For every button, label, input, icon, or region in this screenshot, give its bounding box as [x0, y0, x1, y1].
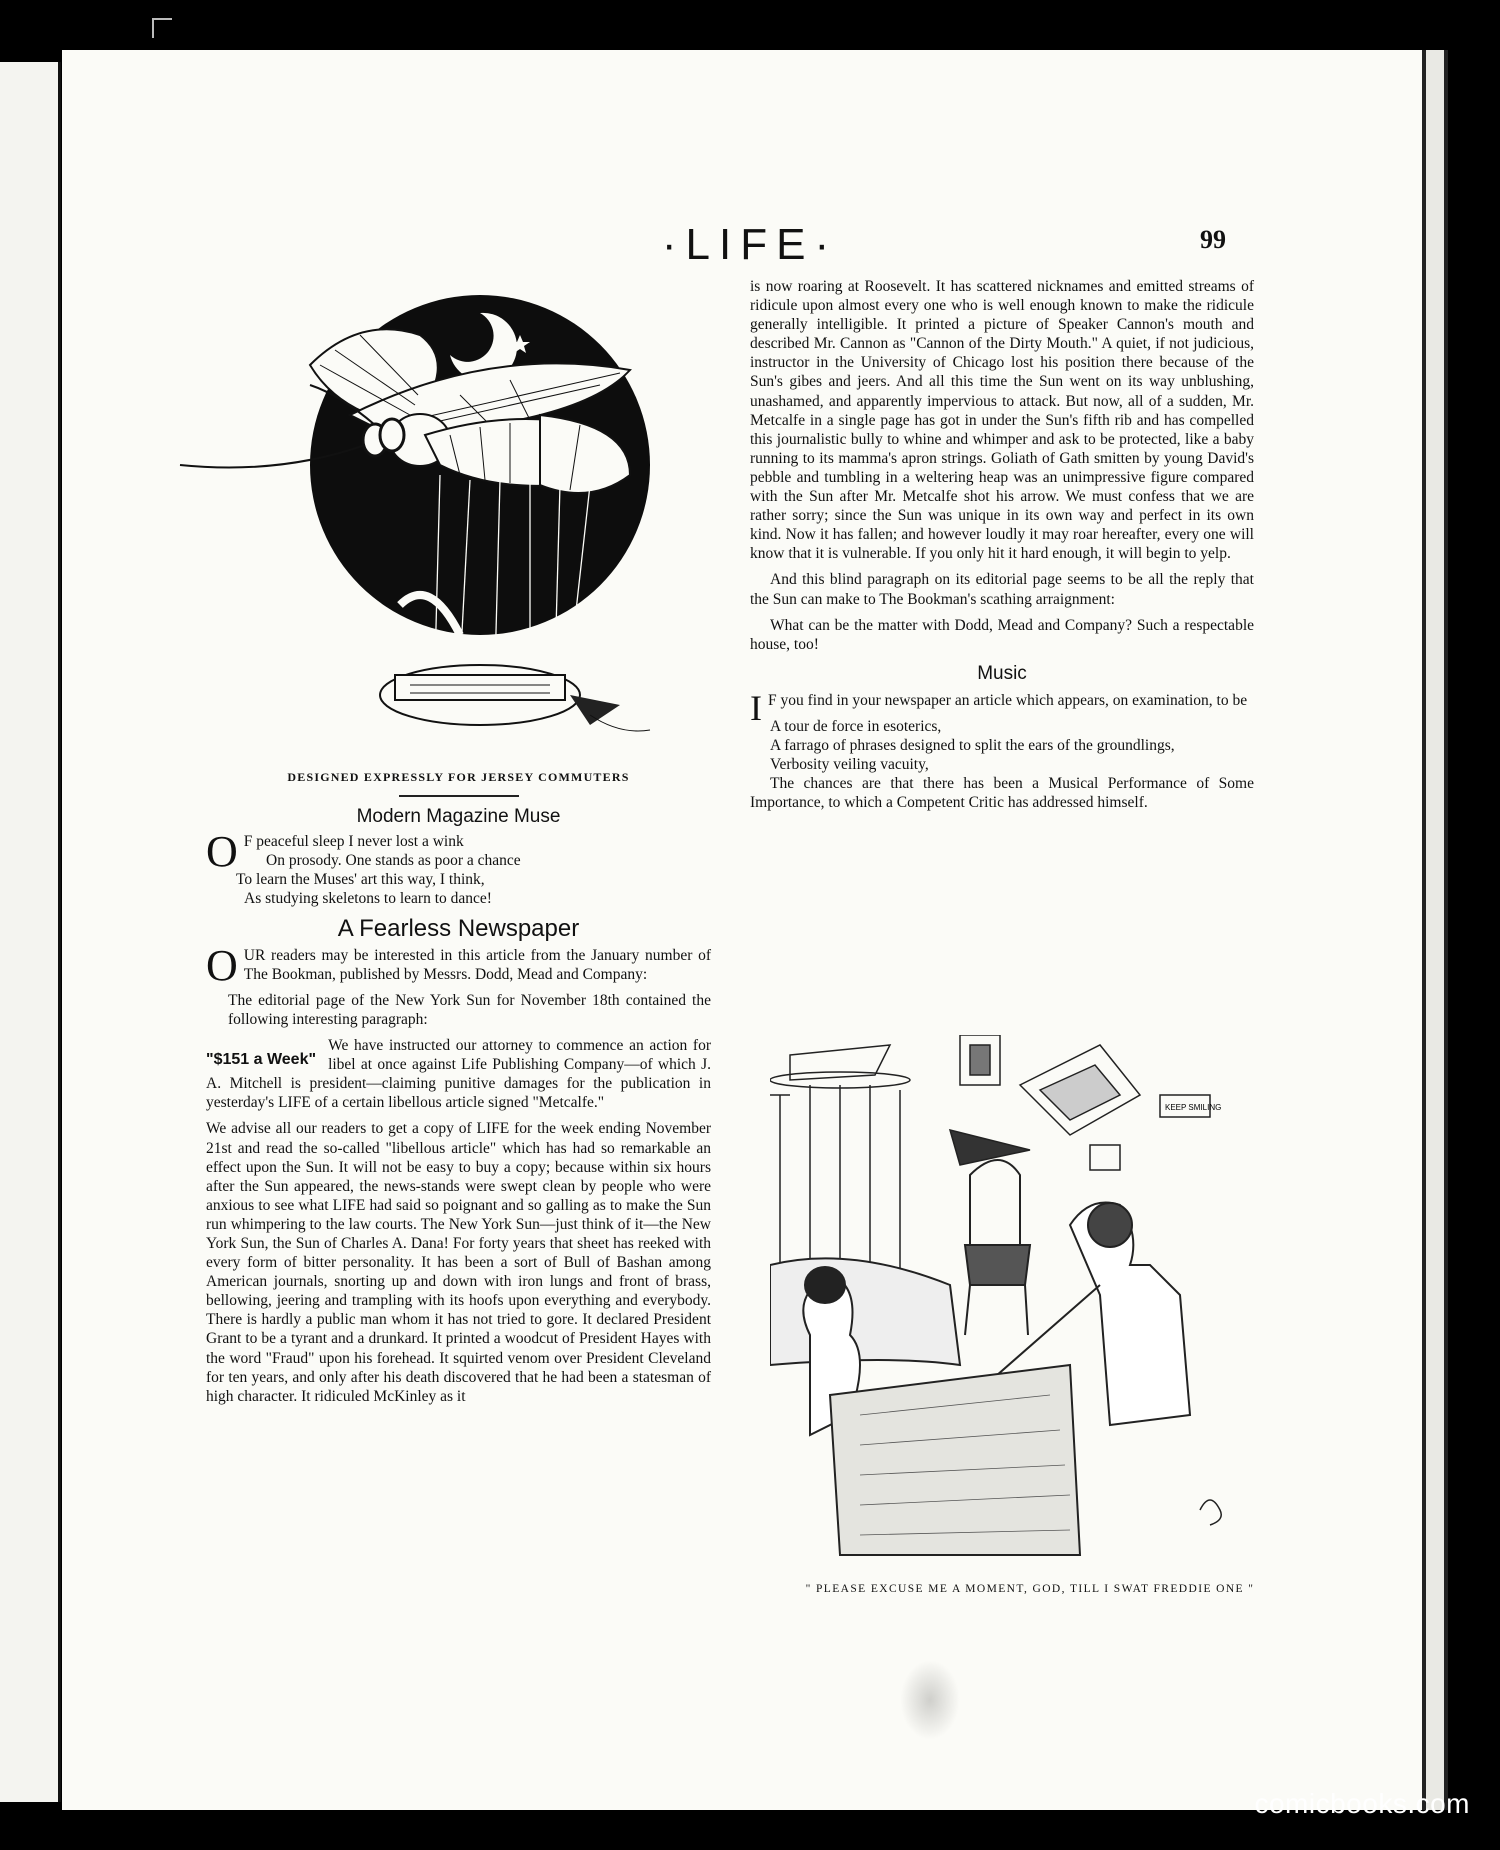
crop-mark — [152, 18, 172, 38]
music-lead-text: F you find in your newspaper an article which appears, on examination, to be — [768, 691, 1248, 709]
poem-line: On prosody. One stands as poor a chance — [266, 852, 521, 870]
body-left: We advise all our readers to get a copy of LIFE for the week ending November 21st and read the so-called "libellous article" which has had so remarkable an effect upon the Sun. It will not be easy to buy a copy; because within six hours after the Sun appeared, the news-stands were swept clean by people who were anxious to see what LIFE had said so poignant and so galling as to make the Sun run whimpering to the law courts. The New York Sun—just think of it—the New York Sun, the Sun of Charles A. Dana! For forty years that sheet has reeked with every form of bitter personality. It has been a sort of Bull of Bashan among American journals, snorting up and down with iron lungs and front of brass, bellowing, jeering and trampling with its hoofs upon everything and everybody. There is hardly a public man whom it has not tried to gore. It declared President Grant to be a tyrant and a drunkard. It printed a woodcut of President Hayes with the word "Fraud" upon his forehead. It squirted venom over President Cleveland for ten years, and only after his death discovered that he had been a statesman of high character. It ridiculed McKinley as it — [206, 1120, 711, 1405]
poem-line: To learn the Muses' art this way, I think, — [236, 871, 485, 889]
music-item: A tour de force in esoterics, — [770, 717, 942, 735]
fearless-dropcap: O — [206, 940, 238, 990]
blind-paragraph: And this blind paragraph on its editorial page seems to be all the reply that the Sun can make to The Bookman's scathing arraignment: — [750, 571, 1254, 608]
quote-body: We have instructed our attorney to commence an action for libel at once against Life Publishing Company—of which J. A. Mitchell is president—claiming punitive damages for the publication in yesterday's LIFE of a certain libellous article signed "Metcalfe." — [206, 1037, 711, 1112]
wall-sign: KEEP SMILING — [1165, 1103, 1222, 1112]
muse-dropcap: O — [206, 827, 238, 877]
quote-block — [206, 1036, 711, 1112]
masthead: ·LIFE· — [661, 220, 839, 269]
music-item: A farrago of phrases designed to split the ears of the groundlings, — [770, 737, 1175, 755]
fearless-title: A Fearless Newspaper — [337, 914, 580, 942]
sun-quote: What can be the matter with Dodd, Mead and Company? Such a respectable house, too! — [750, 616, 1254, 653]
bedroom-scene-illustration — [770, 1035, 1270, 1575]
music-conclusion: The chances are that there has been a Musical Performance of Some Importance, to which a Competent Critic has addressed himself. — [750, 775, 1254, 812]
fearless-intro — [206, 940, 711, 990]
page-binding — [1422, 50, 1448, 1810]
mosquito-airship-illustration — [160, 275, 680, 765]
top-illustration-caption: DESIGNED EXPRESSLY FOR JERSEY COMMUTERS — [287, 770, 630, 784]
page-number: 99 — [1200, 225, 1226, 254]
left-page-edge — [0, 62, 61, 1802]
muse-title: Modern Magazine Muse — [356, 806, 561, 828]
poem-line: As studying skeletons to learn to dance! — [244, 890, 492, 908]
left-column — [206, 768, 711, 1413]
watermark: comicbooks.com — [1254, 1788, 1470, 1819]
music-item: Verbosity veiling vacuity, — [770, 756, 929, 774]
quote-lead: The editorial page of the New York Sun for November 18th contained the following interesting paragraph: — [228, 991, 711, 1028]
muse-poem — [206, 827, 711, 908]
paper-blot — [900, 1660, 960, 1740]
divider-rule — [399, 795, 519, 797]
music-dropcap: I — [750, 687, 762, 728]
bottom-illustration-caption: " PLEASE EXCUSE ME A MOMENT, GOD, TILL I SWAT FREDDIE ONE " — [805, 1583, 1255, 1595]
body-right: is now roaring at Roosevelt. It has scattered nicknames and emitted streams of ridicule upon almost every one who is well enough known to make the ridicule generally intelligible. It printed a picture of Speaker Cannon's mouth and described Mr. Cannon as "Cannon of the Dirty Mouth." A quiet, if not judicious, instructor in the University of Chicago lost his position there because of the Sun's gibes and jeers. And all this time the Sun went on its way unblushing, unashamed, and apparently impervious to attack. But now, all of a sudden, Mr. Metcalfe in a single page has got in under the Sun's fifth rib and has compelled this journalistic bully to whine and whimper and ask to be protected, like a baby running to its mamma's apron strings. Goliath of Gath smitten by young David's pebble and tumbling in a weltering heap was an unimpressive figure compared with the Sun after Mr. Metcalfe shot his arrow. We must confess that we are rather sorry; since the Sun was unique in its own way and perfect in its own kind. Now it has fallen; and however loudly it may roar hereafter, every one will know that it is vulnerable. If you only hit it hard enough, it will begin to yelp. — [750, 278, 1254, 563]
fearless-intro-text: UR readers may be interested in this article from the January number of The Bookman, published by Messrs. Dodd, Mead and Company: — [243, 946, 711, 983]
music-title: Music — [977, 662, 1027, 684]
music-list — [750, 717, 1254, 774]
poem-line: F peaceful sleep I never lost a wink — [243, 833, 464, 851]
right-column — [750, 277, 1254, 819]
sidehead: "$151 a Week" — [206, 1051, 317, 1069]
